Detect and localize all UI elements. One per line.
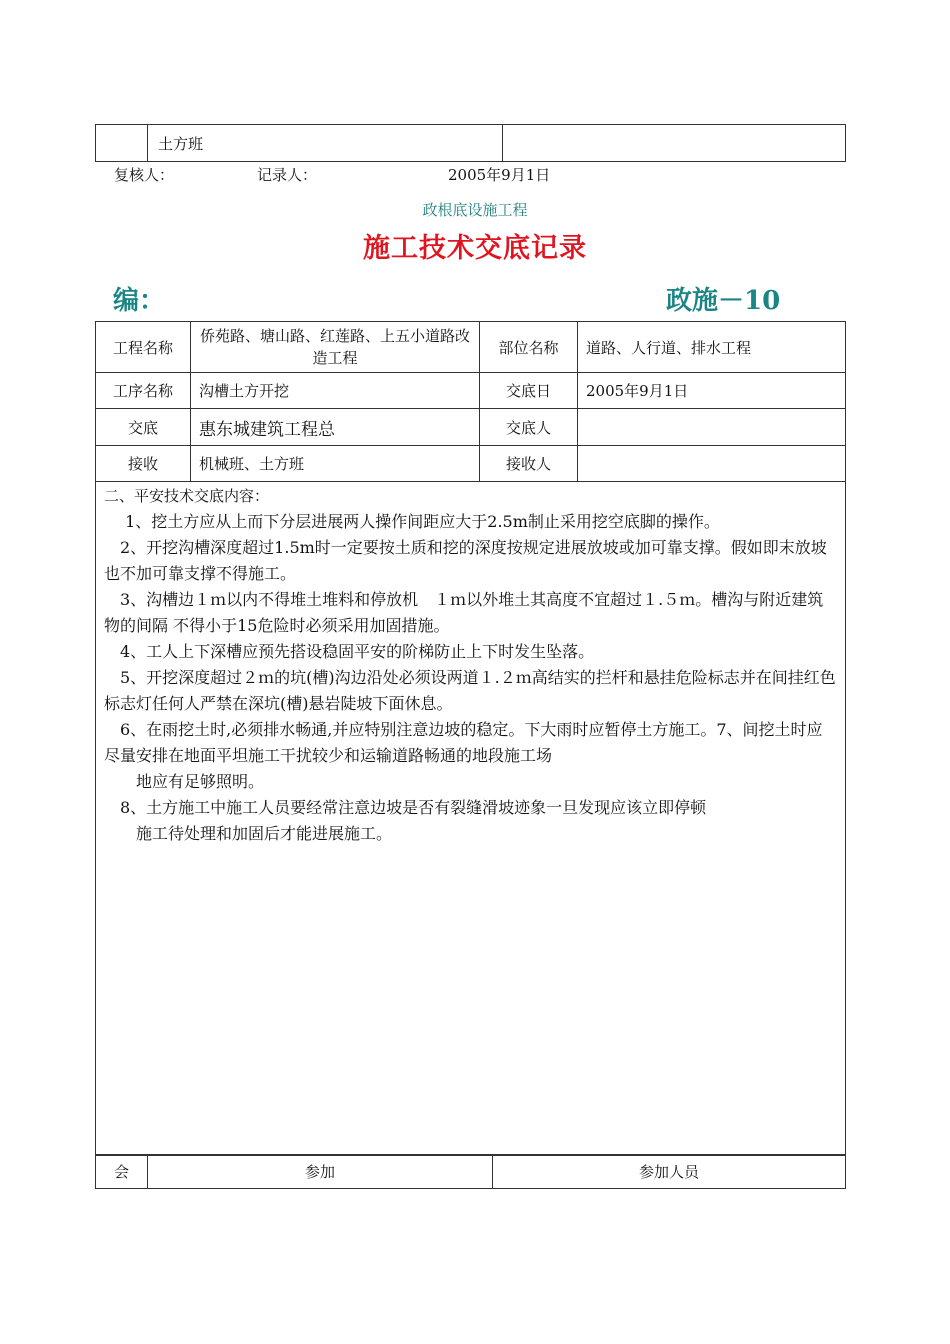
handover-person-label: 交底人 [480, 409, 578, 446]
content-paragraph-5: 5、开挖深度超过２ｍ的坑(槽)沟边沿处必须设两道１.２ｍ高结实的拦杆和悬挂危险标志并在间挂红色标志灯任何人严禁在深坑(槽)悬岩陡坡下面休息。 [104, 668, 836, 713]
top-table-blank-cell [96, 125, 148, 162]
content-paragraph-2: 2、开挖沟槽深度超过1.5m时一定要按土质和挖的深度按规定进展放坡或加可靠支撑。假如即末放坡也不加可靠支撑不得施工。 [104, 538, 827, 583]
receive-label: 接收 [96, 446, 191, 482]
info-row-receive [96, 446, 846, 482]
top-table-right-cell [503, 125, 846, 162]
signoff-date: 2005年9月1日 [448, 166, 551, 184]
content-paragraph-1: 1、挖土方应从上而下分层进展两人操作间距应大于2.5m制止采用挖空底脚的操作。 [104, 512, 720, 531]
handover-label: 交底 [96, 409, 191, 446]
receiver-label: 接收人 [480, 446, 578, 482]
document-subtitle: 政根底设施工程 [422, 201, 528, 219]
handover-person-value [578, 409, 846, 446]
info-row-handover [96, 409, 846, 446]
process-value: 沟槽土方开挖 [191, 373, 480, 409]
document-number: 政施－10 [666, 286, 781, 316]
content-box [95, 481, 846, 1156]
content-heading: 二、平安技术交底内容： [104, 487, 270, 505]
attendance-table [95, 1154, 846, 1189]
content-paragraph-7b: 施工待处理和加固后才能进展施工。 [120, 824, 393, 843]
meeting-label: 会 [96, 1155, 148, 1189]
bian-label: 编： [113, 286, 166, 316]
project-name-label: 工程名称 [96, 322, 191, 373]
content-paragraph-7: 8、土方施工中施工人员要经常注意边坡是否有裂缝滑坡迹象一旦发现应该立即停顿 [104, 798, 707, 817]
process-label: 工序名称 [96, 373, 191, 409]
attend-label: 参加 [148, 1155, 493, 1189]
part-name-value: 道路、人行道、排水工程 [578, 322, 846, 373]
attendees-label: 参加人员 [493, 1155, 846, 1189]
part-name-label: 部位名称 [480, 322, 578, 373]
content-paragraph-3: 3、沟槽边１ｍ以内不得堆土堆料和停放机 １ｍ以外堆土其高度不宜超过１.５ｍ。槽沟与附近建筑物的间隔 不得小于15危险时必须采用加固措施。 [104, 590, 824, 635]
document-title: 施工技术交底记录 [363, 233, 587, 264]
info-table [95, 321, 846, 482]
recorder-label: 记录人： [257, 166, 318, 184]
project-name-value: 侨苑路、塘山路、红莲路、上五小道路改造工程 [191, 322, 480, 373]
top-table-label-cell: 土方班 [148, 125, 503, 162]
content-paragraph-4: 4、工人上下深槽应预先搭设稳固平安的阶梯防止上下时发生坠落。 [104, 642, 595, 661]
info-row-project [96, 322, 846, 373]
handover-unit-value: 惠东城建筑工程总 [191, 409, 480, 446]
receive-unit-value: 机械班、土方班 [191, 446, 480, 482]
top-table [95, 124, 846, 162]
handover-date-value: 2005年9月1日 [578, 373, 846, 409]
reviewer-label: 复核人： [114, 166, 175, 184]
content-paragraph-6b: 地应有足够照明。 [120, 772, 265, 791]
content-paragraph-6: 6、在雨挖土时,必须排水畅通,并应特别注意边坡的稳定。下大雨时应暂停土方施工。7、间挖土时应尽量安排在地面平坦施工干扰较少和运输道路畅通的地段施工场 [104, 720, 823, 765]
receiver-value [578, 446, 846, 482]
handover-date-label: 交底日 [480, 373, 578, 409]
info-row-process [96, 373, 846, 409]
